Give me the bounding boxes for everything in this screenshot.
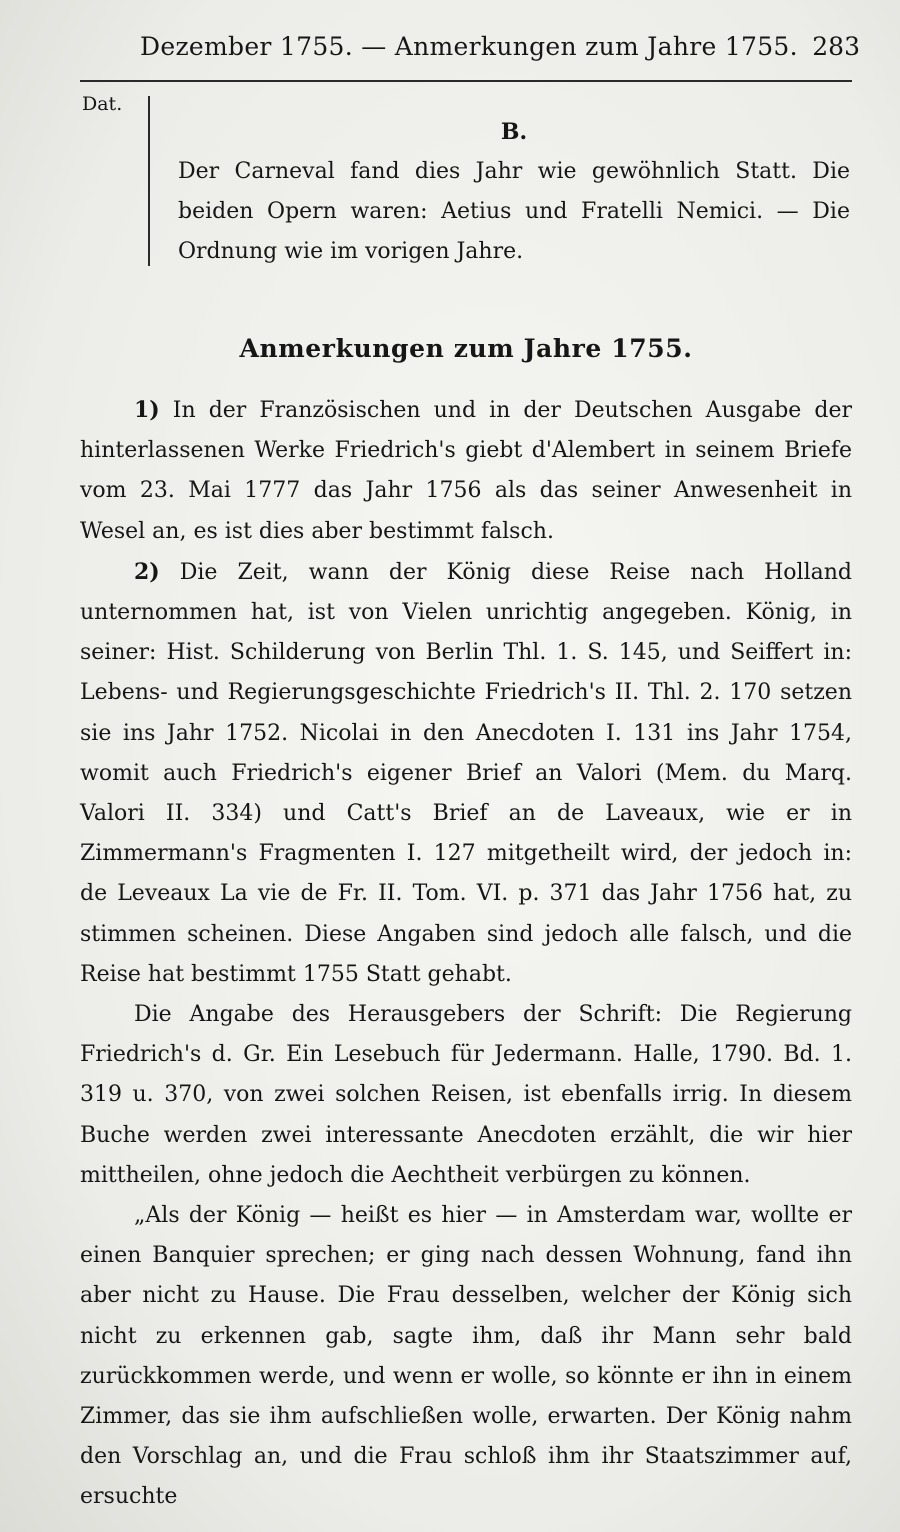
margin-vertical-rule — [148, 96, 150, 266]
note-paragraph — [80, 1196, 852, 1518]
margin-label-date: Dat. — [82, 93, 123, 115]
note-paragraph — [80, 995, 852, 1196]
notes-heading: Anmerkungen zum Jahre 1755. — [239, 334, 693, 363]
note-paragraph — [80, 390, 852, 552]
page-number: 283 — [812, 32, 860, 61]
running-head — [140, 32, 860, 61]
note-text: „Als der König — heißt es hier — in Amsterdam war, wollte er einen Banquier sprechen; er ging nach dessen Wohnung, fand ihn aber nicht zu Hause. Die Frau desselben, welcher der König sich nicht zu erkennen gab, sagte ihm, daß ihr Mann sehr bald zurückkommen werde, und wenn er wolle, so könnte er ihn in einem Zimmer, das sie ihm aufschließen wolle, erwarten. Der König nahm den Vorschlag an, und die Frau schloß ihm ihr Staatszimmer auf, ersuchte — [80, 1203, 852, 1510]
note-text: Die Angabe des Herausgebers der Schrift: Die Regierung Friedrich's d. Gr. Ein Lesebuch für Jedermann. Halle, 1790. Bd. 1. 319 u. 370, von zwei solchen Reisen, ist ebenfalls irrig. In diesem Buche werden zwei interessante Anecdoten erzählt, die wir hier mittheilen, ohne jedoch die Aechtheit verbürgen zu können. — [80, 1002, 852, 1188]
header-rule — [80, 80, 852, 82]
notes-body — [80, 390, 852, 1518]
note-paragraph — [80, 552, 852, 995]
note-text: Die Zeit, wann der König diese Reise nach Holland unternommen hat, ist von Vielen unrichtig angegeben. König, in seiner: Hist. Schilderung von Berlin Thl. 1. S. 145, und Seiffert in: Lebens- und Regierungsgeschichte Friedrich's II. Thl. 2. 170 setzen sie ins Jahr 1752. Nicolai in den Anecdoten I. 131 ins Jahr 1754, womit auch Friedrich's eigener Brief an Valori (Mem. du Marq. Valori II. 334) und Catt's Brief an de Laveaux, wie er in Zimmermann's Fragmenten I. 127 mitgetheilt wird, der jedoch in: de Leveaux La vie de Fr. II. Tom. VI. p. 371 das Jahr 1756 hat, zu stimmen scheinen. Diese Angaben sind jedoch alle falsch, und die Reise hat bestimmt 1755 Statt gehabt. — [80, 559, 852, 987]
note-number: 2) — [134, 558, 160, 585]
running-title: Dezember 1755. — Anmerkungen zum Jahre 1755. — [140, 32, 798, 61]
section-letter: B. — [500, 119, 528, 145]
calendar-text: Der Carneval fand dies Jahr wie gewöhnlich Statt. Die beiden Opern waren: Aetius und Fratelli Nemici. — Die Ordnung wie im vorigen Jahre. — [178, 159, 850, 264]
calendar-section — [178, 112, 850, 272]
note-number: 1) — [134, 397, 160, 423]
note-text: In der Französischen und in der Deutschen Ausgabe der hinterlassenen Werke Friedrich's giebt d'Alembert in seinem Briefe vom 23. Mai 1777 das Jahr 1756 als das seiner Anwesenheit in Wesel an, es ist dies aber bestimmt falsch. — [80, 398, 852, 544]
